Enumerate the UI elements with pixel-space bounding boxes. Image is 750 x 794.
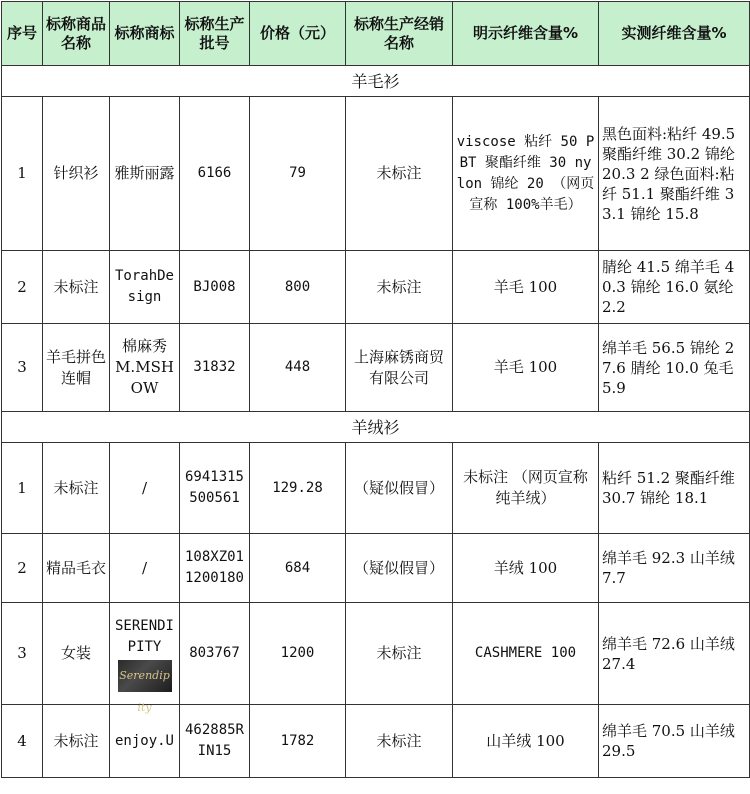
cell-price: 79 [250, 97, 346, 251]
cell-price: 1200 [250, 603, 346, 705]
cell-product-name: 女装 [43, 603, 110, 705]
header-price: 价格（元） [250, 2, 346, 66]
section-title-cashmere: 羊绒衫 [2, 412, 750, 443]
cell-measured-fiber: 绵羊毛 70.5 山羊绒 29.5 [599, 705, 750, 778]
cell-product-name: 精品毛衣 [43, 534, 110, 603]
cell-product-name: 羊毛拼色连帽 [43, 324, 110, 412]
cell-batch: BJ008 [180, 251, 250, 324]
cell-maker: 未标注 [346, 97, 453, 251]
cell-no: 2 [2, 251, 43, 324]
section-title-wool: 羊毛衫 [2, 66, 750, 97]
table-row [2, 324, 750, 412]
fiber-content-table [1, 1, 750, 778]
cell-product-name: 未标注 [43, 705, 110, 778]
cell-brand: / [110, 443, 180, 534]
cell-maker: （疑似假冒） [346, 534, 453, 603]
cell-price: 448 [250, 324, 346, 412]
cell-product-name: 未标注 [43, 251, 110, 324]
cell-maker: 未标注 [346, 603, 453, 705]
brand-logo-image: Serendipity [118, 660, 172, 692]
cell-brand: enjoy.U [110, 705, 180, 778]
cell-no: 1 [2, 443, 43, 534]
cell-measured-fiber: 绵羊毛 92.3 山羊绒 7.7 [599, 534, 750, 603]
cell-declared-fiber: 山羊绒 100 [453, 705, 599, 778]
table-row [2, 534, 750, 603]
header-no: 序号 [2, 2, 43, 66]
cell-product-name: 针织衫 [43, 97, 110, 251]
brand-text: SERENDIPITY [114, 617, 174, 655]
cell-batch: 6166 [180, 97, 250, 251]
table-row [2, 603, 750, 705]
cell-declared-fiber: 未标注 （网页宣称纯羊绒） [453, 443, 599, 534]
cell-maker: （疑似假冒） [346, 443, 453, 534]
cell-no: 2 [2, 534, 43, 603]
cell-measured-fiber: 粘纤 51.2 聚酯纤维 30.7 锦纶 18.1 [599, 443, 750, 534]
cell-brand: / [110, 534, 180, 603]
cell-maker: 未标注 [346, 705, 453, 778]
cell-measured-fiber: 黑色面料:粘纤 49.5 聚酯纤维 30.2 锦纶 20.3 2 绿色面料:粘纤 51.1 聚酯纤维 33.1 锦纶 15.8 [599, 97, 750, 251]
cell-no: 1 [2, 97, 43, 251]
cell-brand: 雅斯丽露 [110, 97, 180, 251]
header-product-name: 标称商品名称 [43, 2, 110, 66]
cell-batch: 462885RIN15 [180, 705, 250, 778]
table-row [2, 705, 750, 778]
cell-batch: 6941315500561 [180, 443, 250, 534]
table-row [2, 443, 750, 534]
cell-batch: 31832 [180, 324, 250, 412]
header-row [2, 2, 750, 66]
cell-measured-fiber: 绵羊毛 72.6 山羊绒 27.4 [599, 603, 750, 705]
cell-brand: TorahDesign [110, 251, 180, 324]
cell-batch: 108XZ011200180 [180, 534, 250, 603]
cell-brand: 棉麻秀 M.MSHOW [110, 324, 180, 412]
cell-price: 129.28 [250, 443, 346, 534]
table-row [2, 97, 750, 251]
cell-batch: 803767 [180, 603, 250, 705]
cell-brand [110, 603, 180, 714]
cell-product-name: 未标注 [43, 443, 110, 534]
header-batch: 标称生产批号 [180, 2, 250, 66]
header-measured-fiber: 实测纤维含量% [599, 2, 750, 66]
cell-no: 3 [2, 603, 43, 705]
cell-declared-fiber: CASHMERE 100 [453, 603, 599, 705]
cell-measured-fiber: 绵羊毛 56.5 锦纶 27.6 腈纶 10.0 兔毛 5.9 [599, 324, 750, 412]
cell-declared-fiber: 羊毛 100 [453, 251, 599, 324]
cell-declared-fiber: 羊绒 100 [453, 534, 599, 603]
cell-price: 684 [250, 534, 346, 603]
cell-no: 3 [2, 324, 43, 412]
cell-declared-fiber: 羊毛 100 [453, 324, 599, 412]
cell-declared-fiber: viscose 粘纤 50 PBT 聚酯纤维 30 nylon 锦纶 20 （网页宣称 100%羊毛） [453, 97, 599, 251]
header-brand: 标称商标 [110, 2, 180, 66]
cell-measured-fiber: 腈纶 41.5 绵羊毛 40.3 锦纶 16.0 氨纶 2.2 [599, 251, 750, 324]
section-row-wool [2, 66, 750, 97]
cell-price: 800 [250, 251, 346, 324]
cell-maker: 上海麻锈商贸有限公司 [346, 324, 453, 412]
section-row-cashmere [2, 412, 750, 443]
header-declared-fiber: 明示纤维含量% [453, 2, 599, 66]
cell-no: 4 [2, 705, 43, 778]
cell-maker: 未标注 [346, 251, 453, 324]
cell-price: 1782 [250, 705, 346, 778]
table-row [2, 251, 750, 324]
header-maker: 标称生产经销名称 [346, 2, 453, 66]
